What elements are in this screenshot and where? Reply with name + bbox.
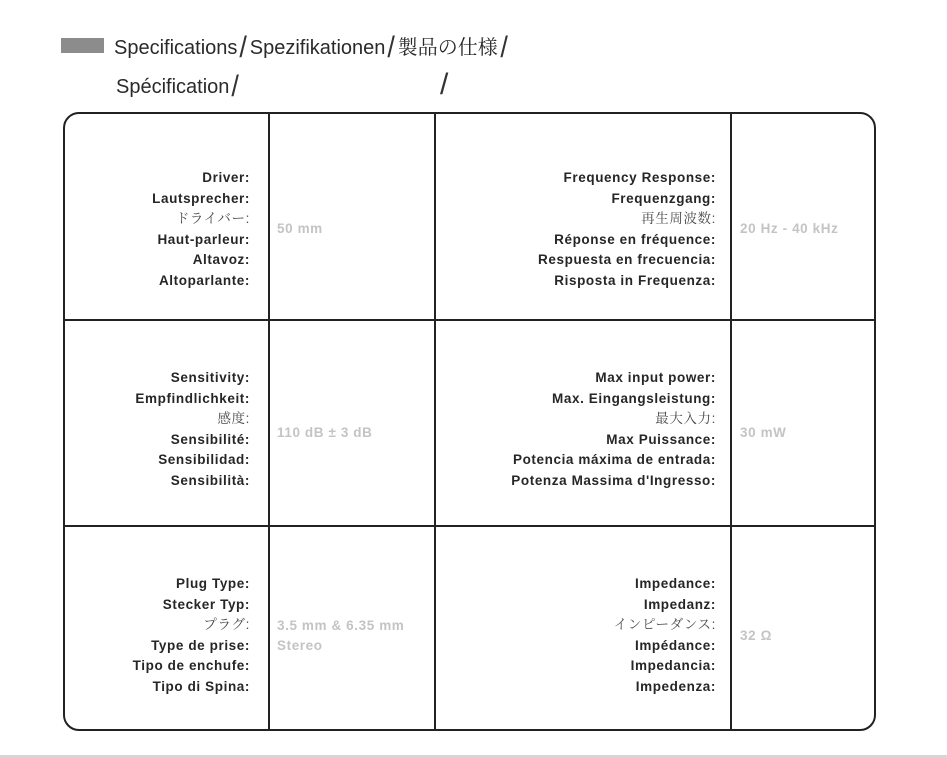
driver-value: 50 mm [277,221,323,236]
label-fr: Max Puissance: [606,431,716,447]
label-es: Impedancia: [630,658,716,673]
plug-type-value [277,616,404,656]
label-it: Risposta in Frequenza: [554,272,716,288]
driver-labels [152,168,250,291]
label-fr: Impédance: [634,637,716,653]
table-divider [268,114,270,729]
label-fr: Type de prise: [151,637,250,653]
label-jp: インピーダンス: [613,617,716,632]
label-en: Frequency Response: [563,170,716,185]
label-es: Tipo de enchufe: [132,658,250,673]
header-marker [61,38,104,53]
frequency-value: 20 Hz - 40 kHz [740,221,839,236]
plug-type-value-line: Stereo [277,638,323,653]
label-fr: Sensibilité: [170,431,250,447]
title-french: Spécification [116,76,230,98]
title-line-2 [116,70,242,103]
label-jp: プラグ: [203,617,250,632]
table-divider [65,319,874,321]
label-en: Impedance: [634,576,716,591]
label-en: Max input power: [595,370,716,385]
title-japanese: 製品の仕様 [397,37,498,59]
label-de: Empfindlichkeit: [135,390,250,406]
title-slash-extra: / [440,68,449,101]
label-jp: 最大入力: [655,411,716,426]
label-it: Tipo di Spina: [152,678,250,694]
spec-table [63,112,876,731]
title-line-1 [114,31,510,64]
label-jp: 再生周波数: [641,211,716,226]
table-divider [65,525,874,527]
title-german: Spezifikationen [249,37,386,59]
title-slash: / [239,31,248,64]
label-fr: Haut-parleur: [157,231,250,247]
label-jp: 感度: [217,411,250,426]
max-power-labels [511,368,716,491]
label-en: Sensitivity: [170,370,250,385]
label-it: Altoparlante: [158,272,250,288]
sensitivity-labels [135,368,250,491]
max-power-value: 30 mW [740,425,787,440]
title-slash: / [500,31,508,64]
impedance-labels [614,574,716,697]
table-divider [434,114,436,729]
title-slash: / [231,70,240,103]
title-slash: / [387,31,396,64]
plug-type-labels [133,574,250,697]
label-de: Lautsprecher: [152,190,250,206]
label-es: Potencia máxima de entrada: [512,452,716,467]
label-es: Sensibilidad: [158,452,250,467]
impedance-value: 32 Ω [740,628,772,643]
label-de: Max. Eingangsleistung: [552,390,716,406]
title-english: Specifications [114,37,238,59]
label-it: Potenza Massima d'Ingresso: [511,472,716,488]
plug-type-value-line: 3.5 mm & 6.35 mm [277,618,405,633]
label-fr: Réponse en fréquence: [554,231,716,247]
sensitivity-value: 110 dB ± 3 dB [277,425,373,440]
label-es: Respuesta en frecuencia: [538,252,716,267]
label-en: Plug Type: [175,576,250,591]
label-de: Stecker Typ: [162,596,250,612]
label-de: Impedanz: [643,596,716,612]
label-jp: ドライバー: [175,211,250,226]
label-de: Frequenzgang: [611,190,716,206]
label-en: Driver: [202,170,250,185]
table-divider [730,114,732,729]
frequency-labels [538,168,716,291]
label-es: Altavoz: [192,252,250,267]
label-it: Impedenza: [635,678,716,694]
label-it: Sensibilità: [170,472,250,488]
